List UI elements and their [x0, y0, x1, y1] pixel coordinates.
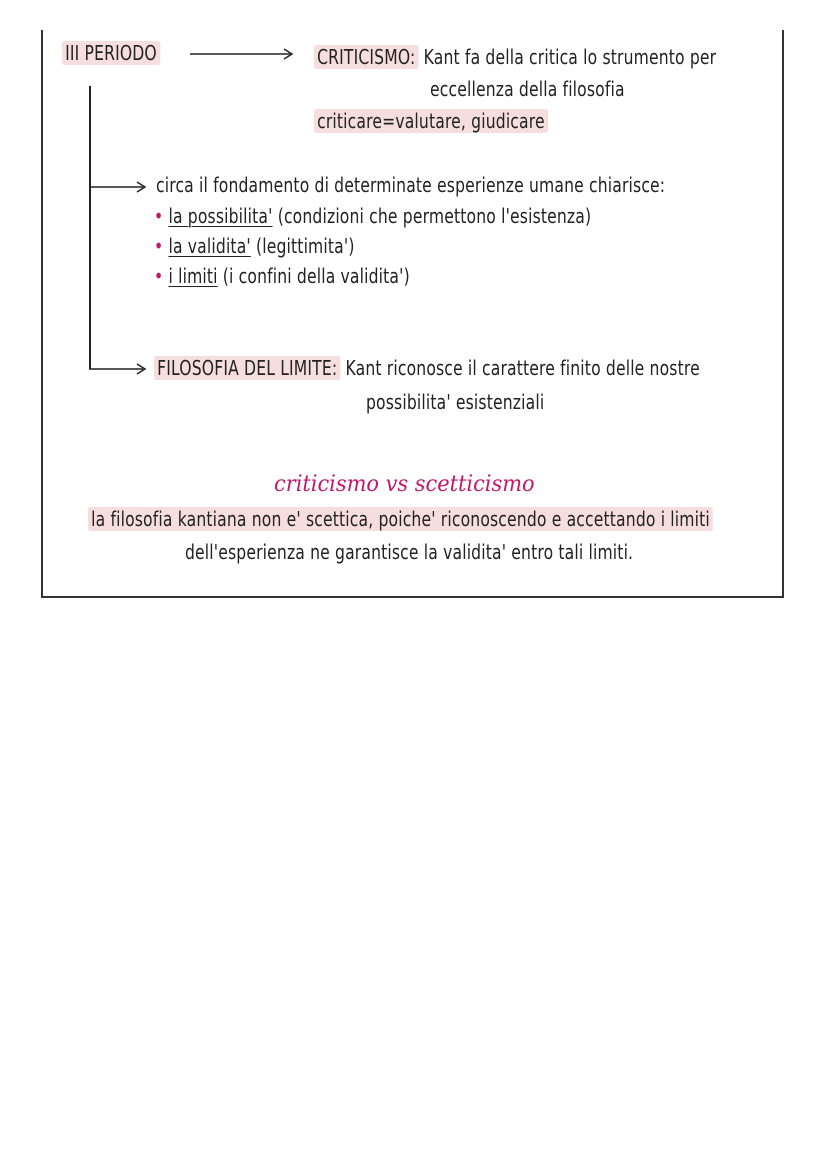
- criticismo-line1: CRITICISMO: Kant fa della critica lo strumento per: [314, 44, 716, 70]
- limite-line1: FILOSOFIA DEL LIMITE: Kant riconosce il carattere finito delle nostre: [154, 355, 700, 381]
- comparison-line2: dell'esperienza ne garantisce la validita' entro tali limiti.: [185, 540, 634, 564]
- branch-arrow-icon: [89, 179, 151, 198]
- criticismo-line2: eccellenza della filosofia: [430, 77, 625, 101]
- foundation-intro: circa il fondamento di determinate esperienze umane chiarisce:: [156, 173, 666, 197]
- criticismo-label: CRITICISMO:: [314, 45, 419, 69]
- list-item: • la possibilita' (condizioni che permettono l'esistenza): [154, 204, 592, 228]
- arrow-right-icon: [190, 46, 300, 65]
- branch-arrow-icon: [89, 361, 151, 380]
- list-item: • la validita' (legittimita'): [154, 234, 355, 258]
- limite-label: FILOSOFIA DEL LIMITE:: [154, 356, 340, 380]
- period-label: III PERIODO: [62, 40, 160, 66]
- criticismo-definition: criticare=valutare, giudicare: [314, 108, 548, 134]
- list-item: • i limiti (i confini della validita'): [154, 264, 410, 288]
- limite-line2: possibilita' esistenziali: [366, 390, 545, 414]
- comparison-heading: criticismo vs scetticismo: [274, 472, 535, 497]
- comparison-line1: la filosofia kantiana non e' scettica, poiche' riconoscendo e accettando i limiti: [88, 506, 713, 532]
- tree-vertical-line: [89, 86, 91, 369]
